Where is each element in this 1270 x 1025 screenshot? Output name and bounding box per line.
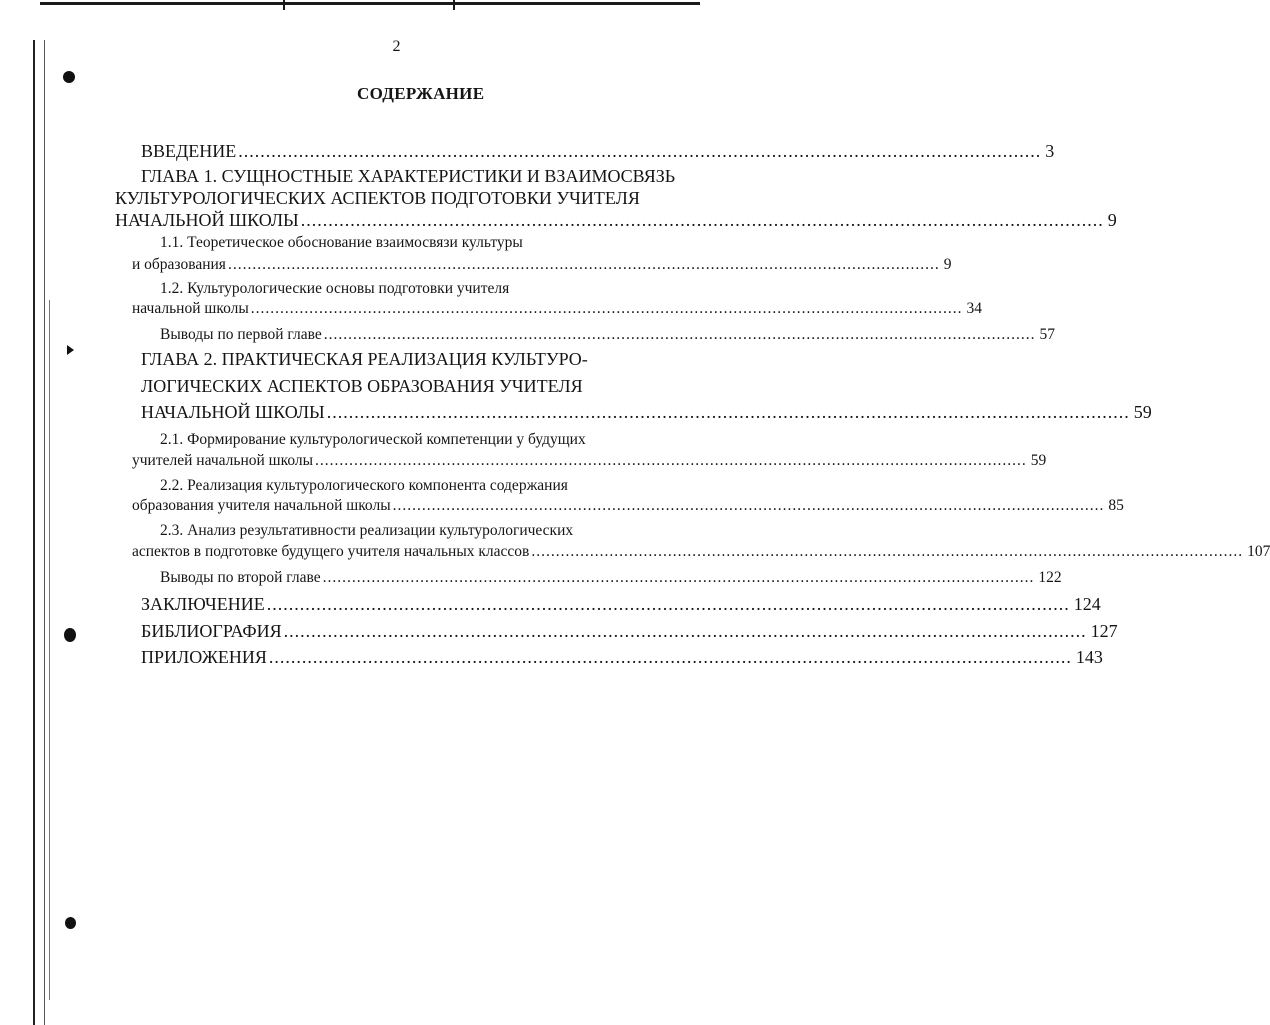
toc-section-2-3-line1: 2.3. Анализ результативности реализации культурологических	[160, 522, 574, 539]
toc-section-2-1-line1: 2.1. Формирование культурологической компетенции у будущих	[160, 431, 586, 448]
leader-dots: ..................................................................................................................................................	[392, 497, 1105, 514]
leader-dots: ..................................................................................................................................................	[326, 402, 1130, 422]
punch-hole-mark	[63, 71, 75, 83]
toc-page-number: 85	[1108, 497, 1124, 514]
toc-entry-text: Выводы по первой главе	[160, 326, 322, 343]
toc-page-number: 57	[1039, 326, 1055, 343]
toc-entry-text: НАЧАЛЬНОЙ ШКОЛЫ	[115, 210, 299, 230]
leader-dots: ..................................................................................................................................................	[268, 647, 1072, 667]
toc-title: СОДЕРЖАНИЕ	[357, 84, 485, 103]
toc-entry-text: Выводы по второй главе	[160, 569, 321, 586]
toc-chapter1-line2: КУЛЬТУРОЛОГИЧЕСКИХ АСПЕКТОВ ПОДГОТОВКИ УЧИТЕЛЯ	[115, 188, 640, 208]
toc-page-number: 143	[1075, 647, 1103, 667]
toc-page-number: 122	[1038, 569, 1062, 586]
page-number: 2	[392, 38, 401, 55]
toc-entry-text: НАЧАЛЬНОЙ ШКОЛЫ	[141, 402, 325, 422]
toc-entry-text: и образования	[132, 256, 226, 273]
toc-entry-text: ВВЕДЕНИЕ	[141, 141, 237, 161]
leader-dots: ..................................................................................................................................................	[300, 210, 1104, 230]
scan-mark	[453, 0, 455, 10]
toc-entry-section-2-2	[132, 497, 1124, 514]
toc-entry-section-2-3	[132, 543, 1270, 560]
toc-page-number: 127	[1090, 621, 1118, 641]
leader-dots: ..................................................................................................................................................	[238, 141, 1042, 161]
leader-dots: ..................................................................................................................................................	[227, 256, 940, 273]
toc-entry-section-1-1	[132, 256, 952, 273]
toc-page-number: 9	[1107, 210, 1117, 230]
toc-entry-text: ЗАКЛЮЧЕНИЕ	[141, 594, 265, 614]
toc-page-number: 9	[943, 256, 952, 273]
leader-dots: ..................................................................................................................................................	[323, 326, 1036, 343]
leader-dots: ..................................................................................................................................................	[531, 543, 1244, 560]
punch-hole-mark	[65, 917, 76, 929]
toc-entry-section-2-1	[132, 452, 1047, 469]
toc-entry-conclusion	[141, 594, 1101, 615]
toc-entry-intro	[141, 141, 1055, 162]
toc-entry-appendices	[141, 647, 1103, 668]
punch-hole-mark	[64, 628, 76, 642]
toc-chapter2-line2: ЛОГИЧЕСКИХ АСПЕКТОВ ОБРАЗОВАНИЯ УЧИТЕЛЯ	[141, 376, 583, 396]
toc-entry-chapter1	[115, 210, 1117, 231]
toc-page-number: 124	[1073, 594, 1101, 614]
leader-dots: ..................................................................................................................................................	[266, 594, 1070, 614]
toc-entry-text: БИБЛИОГРАФИЯ	[141, 621, 282, 641]
toc-entry-text: аспектов в подготовке будущего учителя начальных классов	[132, 543, 530, 560]
toc-entry-bibliography	[141, 621, 1118, 642]
toc-section-1-1-line1: 1.1. Теоретическое обоснование взаимосвязи культуры	[160, 234, 523, 251]
scan-mark	[283, 0, 285, 10]
toc-page-number: 59	[1133, 402, 1152, 422]
toc-entry-text: ПРИЛОЖЕНИЯ	[141, 647, 267, 667]
toc-page-number: 3	[1045, 141, 1055, 161]
toc-chapter1-line1: ГЛАВА 1. СУЩНОСТНЫЕ ХАРАКТЕРИСТИКИ И ВЗАИМОСВЯЗЬ	[141, 166, 676, 186]
toc-entry-conclusions-1	[160, 326, 1055, 343]
leader-dots: ..................................................................................................................................................	[283, 621, 1087, 641]
toc-page-number: 34	[966, 300, 983, 317]
toc-page-number: 59	[1030, 452, 1047, 469]
scan-binding-line	[49, 300, 50, 1000]
leader-dots: ..................................................................................................................................................	[322, 569, 1035, 586]
toc-entry-text: образования учителя начальной школы	[132, 497, 391, 514]
toc-section-2-2-line1: 2.2. Реализация культурологического компонента содержания	[160, 477, 568, 494]
toc-entry-text: начальной школы	[132, 300, 249, 317]
scan-arrow-mark	[67, 345, 74, 355]
toc-entry-conclusions-2	[160, 569, 1062, 586]
toc-entry-text: учителей начальной школы	[132, 452, 314, 469]
toc-page-number: 107	[1247, 543, 1270, 560]
scan-binding-line	[33, 40, 35, 1025]
scan-binding-line	[44, 40, 45, 1025]
toc-entry-chapter2	[141, 402, 1152, 423]
toc-chapter2-line1: ГЛАВА 2. ПРАКТИЧЕСКАЯ РЕАЛИЗАЦИЯ КУЛЬТУРО-	[141, 349, 588, 369]
leader-dots: ..................................................................................................................................................	[315, 452, 1027, 469]
scan-top-border	[40, 2, 700, 5]
leader-dots: ..................................................................................................................................................	[250, 300, 963, 317]
toc-section-1-2-line1: 1.2. Культурологические основы подготовки учителя	[160, 280, 510, 297]
toc-entry-section-1-2	[132, 300, 983, 317]
